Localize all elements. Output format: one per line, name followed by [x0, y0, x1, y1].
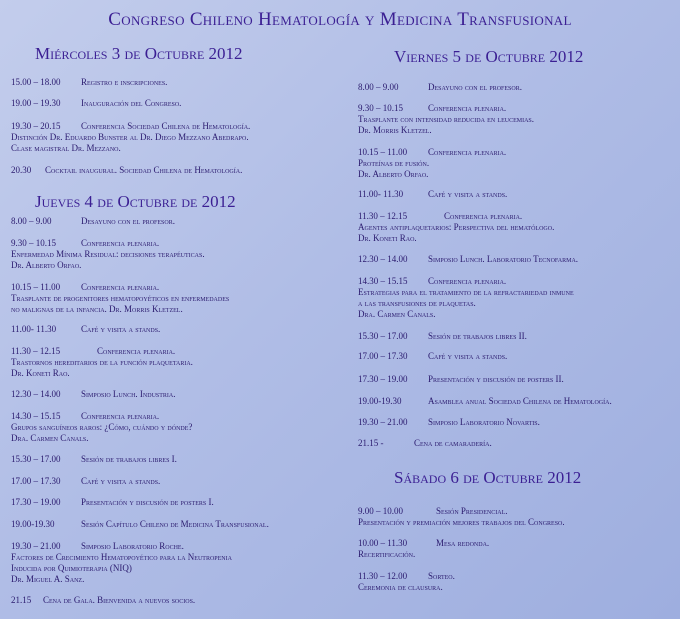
schedule-time: 11.00- 11.30 [358, 189, 404, 199]
day-heading: Miércoles 3 de Octubre 2012 [35, 44, 243, 63]
schedule-description: Café y visita a stands. [81, 324, 161, 334]
schedule-item [11, 346, 193, 379]
schedule-description: Agentes antiplaquetarios: Perspectiva del hematólogo. [358, 222, 555, 232]
day-heading: Viernes 5 de Octubre 2012 [394, 47, 584, 66]
schedule-time: 11.30 – 12.00 [358, 571, 408, 581]
schedule-time: 19.30 – 21.00 [11, 541, 61, 551]
schedule-description: Sorteo. [428, 571, 455, 581]
schedule-time: 19.00-19.30 [358, 396, 402, 406]
schedule-item [358, 374, 564, 385]
schedule-description: Enfermedad Mínima Residual: decisiones terapéuticas. [11, 249, 205, 259]
schedule-time: 12.30 – 14.00 [358, 254, 408, 264]
schedule-item [358, 276, 574, 320]
schedule-time: 21.15 [11, 595, 32, 605]
schedule-item [358, 438, 492, 449]
schedule-item [358, 538, 489, 560]
schedule-description: Conferencia plenaria. [428, 103, 507, 113]
schedule-description: Dr. Alberto Orfao. [11, 260, 82, 270]
schedule-description: Asamblea anual Sociedad Chilena de Hematología. [428, 396, 612, 406]
schedule-item [358, 211, 554, 244]
schedule-description: Clase magistral Dr. Mezzano. [11, 143, 121, 153]
schedule-time: 17.00 – 17.30 [11, 476, 61, 486]
schedule-description: Simposio Lunch. Industria. [81, 389, 176, 399]
schedule-description: Simposio Lunch. Laboratorio Tecnofarma. [428, 254, 579, 264]
schedule-time: 8.00 – 9.00 [358, 82, 399, 92]
schedule-item [358, 506, 565, 528]
schedule-description: Presentación y discusión de posters I. [81, 497, 214, 507]
schedule-description: Grupos sanguíneos raros: ¿Cómo, cuándo y dónde? [11, 422, 193, 432]
schedule-time: 15.00 – 18.00 [11, 77, 61, 87]
schedule-description: no malignas de la infancia. Dr. Morris Kletzel. [11, 304, 183, 314]
schedule-time: 9.30 – 10.15 [11, 238, 56, 248]
schedule-item [358, 189, 507, 200]
schedule-time: 17.30 – 19.00 [11, 497, 61, 507]
schedule-description: Cena de camaradería. [414, 438, 492, 448]
schedule-description: Sesión de trabajos libres I. [81, 454, 177, 464]
schedule-item [358, 417, 540, 428]
schedule-description: Trasplante de progenitores hematopoyéticos en enfermedades [11, 293, 230, 303]
schedule-description: Sesión de trabajos libres II. [428, 331, 527, 341]
schedule-description: Conferencia Sociedad Chilena de Hematología. [81, 121, 251, 131]
schedule-description: Conferencia plenaria. [97, 346, 176, 356]
schedule-item [11, 98, 181, 109]
schedule-description: Dr. Alberto Orfao. [358, 169, 429, 179]
schedule-description: Presentación y discusión de posters II. [428, 374, 564, 384]
schedule-description: Cena de Gala. Bienvenida a nuevos socios. [43, 595, 196, 605]
schedule-item [11, 476, 160, 487]
schedule-description: Café y visita a stands. [428, 351, 508, 361]
schedule-time: 15.30 – 17.00 [358, 331, 408, 341]
schedule-description: Dr. Koneti Rao. [11, 368, 70, 378]
schedule-description: Simposio Laboratorio Novartis. [428, 417, 540, 427]
schedule-item [11, 282, 229, 315]
day-heading: Sábado 6 de Octubre 2012 [394, 468, 582, 487]
schedule-description: Sesión Presidencial. [436, 506, 508, 516]
schedule-description: Estrategias para el tratamiento de la refractariedad inmune [358, 287, 574, 297]
day-heading: Jueves 4 de Octubre de 2012 [35, 192, 236, 211]
schedule-description: a las transfusiones de plaquetas. [358, 298, 476, 308]
schedule-item [11, 216, 175, 227]
schedule-description: Inauguración del Congreso. [81, 98, 182, 108]
schedule-time: 17.30 – 19.00 [358, 374, 408, 384]
schedule-description: Presentación y premiación mejores trabajos del Congreso. [358, 517, 565, 527]
schedule-item [11, 519, 269, 530]
schedule-description: Conferencia plenaria. [428, 147, 507, 157]
schedule-item [11, 411, 192, 444]
schedule-description: Sesión Capítulo Chileno de Medicina Transfusional. [81, 519, 269, 529]
schedule-description: Trastornos hereditarios de la función plaquetaria. [11, 357, 193, 367]
schedule-time: 20.30 [11, 165, 32, 175]
schedule-time: 19.30 – 20.15 [11, 121, 61, 131]
schedule-item [11, 389, 176, 400]
schedule-description: Dr. Morris Kletzel. [358, 125, 432, 135]
schedule-description: Dr. Koneti Rao. [358, 233, 417, 243]
schedule-description: Café y visita a stands. [428, 189, 508, 199]
schedule-time: 14.30 – 15.15 [11, 411, 61, 421]
schedule-time: 10.15 – 11.00 [11, 282, 61, 292]
schedule-item [358, 82, 522, 93]
schedule-description: Distinción Dr. Eduardo Bunster al Dr. Diego Mezzano Abedrapo. [11, 132, 249, 142]
schedule-description: Conferencia plenaria. [81, 411, 160, 421]
schedule-item [11, 541, 232, 585]
schedule-description: Factores de Crecimiento Hematopoyético para la Neutropenia [11, 552, 232, 562]
schedule-description: Simposio Laboratorio Roche. [81, 541, 184, 551]
schedule-time: 19.30 – 21.00 [358, 417, 408, 427]
schedule-time: 11.30 – 12.15 [358, 211, 408, 221]
schedule-item [11, 454, 177, 465]
schedule-item [358, 103, 534, 136]
schedule-description: Café y visita a stands. [81, 476, 161, 486]
schedule-description: Inducida por Quimioterapia (NIQ) [11, 563, 132, 573]
schedule-description: Ceremonia de clausura. [358, 582, 443, 592]
schedule-description: Proteínas de fusión. [358, 158, 430, 168]
schedule-item [11, 165, 242, 176]
schedule-item [11, 121, 250, 154]
schedule-item [11, 77, 167, 88]
schedule-item [358, 351, 507, 362]
schedule-time: 9.00 – 10.00 [358, 506, 403, 516]
schedule-time: 15.30 – 17.00 [11, 454, 61, 464]
schedule-item [11, 497, 214, 508]
schedule-time: 8.00 – 9.00 [11, 216, 52, 226]
schedule-time: 11.00- 11.30 [11, 324, 57, 334]
schedule-time: 19.00 – 19.30 [11, 98, 61, 108]
schedule-item [358, 147, 506, 180]
schedule-description: Trasplante con intensidad reducida en leucemias. [358, 114, 534, 124]
schedule-time: 21.15 - [358, 438, 384, 448]
schedule-time: 17.00 – 17.30 [358, 351, 408, 361]
schedule-description: Cocktail inaugural. Sociedad Chilena de Hematología. [45, 165, 243, 175]
schedule-description: Dr. Miguel A. Sanz. [11, 574, 85, 584]
schedule-item [11, 238, 205, 271]
schedule-description: Recertificación. [358, 549, 416, 559]
schedule-item [11, 595, 195, 606]
schedule-item [358, 254, 578, 265]
schedule-time: 10.00 – 11.30 [358, 538, 408, 548]
page-title: Congreso Chileno Hematología y Medicina Transfusional [108, 9, 572, 30]
schedule-description: Desayuno con el profesor. [81, 216, 175, 226]
schedule-description: Dra. Carmen Canals. [358, 309, 436, 319]
schedule-description: Conferencia plenaria. [81, 282, 160, 292]
schedule-time: 9.30 – 10.15 [358, 103, 403, 113]
schedule-time: 11.30 – 12.15 [11, 346, 61, 356]
schedule-description: Conferencia plenaria. [81, 238, 160, 248]
schedule-item [358, 571, 455, 593]
schedule-time: 19.00-19.30 [11, 519, 55, 529]
schedule-time: 10.15 – 11.00 [358, 147, 408, 157]
schedule-description: Registro e inscripciones. [81, 77, 168, 87]
schedule-item [358, 331, 527, 342]
schedule-description: Conferencia plenaria. [428, 276, 507, 286]
schedule-time: 12.30 – 14.00 [11, 389, 61, 399]
schedule-description: Dra. Carmen Canals. [11, 433, 89, 443]
schedule-item [11, 324, 160, 335]
schedule-description: Desayuno con el profesor. [428, 82, 522, 92]
schedule-time: 14.30 – 15.15 [358, 276, 408, 286]
schedule-description: Conferencia plenaria. [444, 211, 523, 221]
schedule-description: Mesa redonda. [436, 538, 490, 548]
schedule-item [358, 396, 612, 407]
